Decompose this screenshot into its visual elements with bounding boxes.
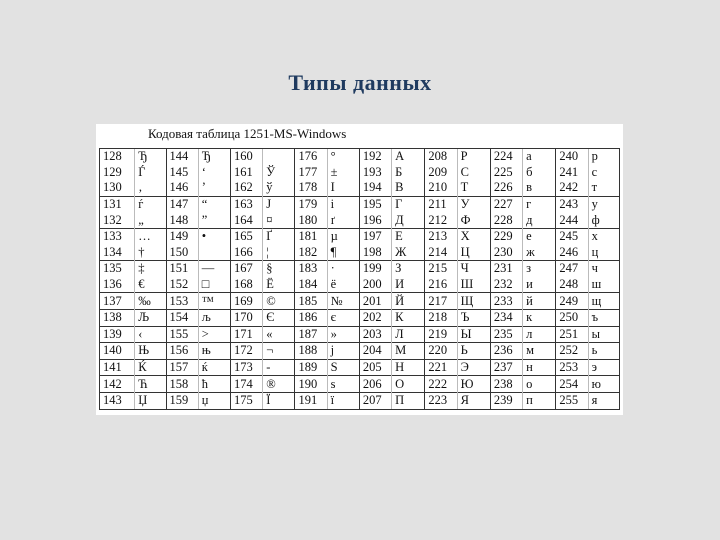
char-glyph-cell: я xyxy=(588,392,619,409)
char-glyph-cell: § xyxy=(263,261,295,277)
char-glyph-cell: Џ xyxy=(135,392,166,409)
char-code-cell: 147 xyxy=(166,196,198,212)
char-glyph-cell: н xyxy=(523,359,556,376)
char-glyph-cell: л xyxy=(523,326,556,343)
char-code-cell: 235 xyxy=(490,326,522,343)
char-glyph-cell: Ы xyxy=(457,326,490,343)
char-glyph-cell: К xyxy=(392,309,425,326)
char-code-cell: 158 xyxy=(166,376,198,393)
char-code-cell: 232 xyxy=(490,277,522,293)
char-code-cell: 221 xyxy=(425,359,457,376)
char-code-cell: 255 xyxy=(556,392,588,409)
char-glyph-cell: А xyxy=(392,149,425,165)
char-code-cell: 247 xyxy=(556,261,588,277)
char-code-cell: 227 xyxy=(490,196,522,212)
char-code-cell: 250 xyxy=(556,309,588,326)
char-glyph-cell: ъ xyxy=(588,309,619,326)
char-code-cell: 240 xyxy=(556,149,588,165)
char-glyph-cell: ќ xyxy=(198,359,230,376)
char-glyph-cell: Ў xyxy=(263,165,295,181)
table-row xyxy=(100,293,620,310)
char-code-cell: 229 xyxy=(490,228,522,244)
char-glyph-cell: И xyxy=(392,277,425,293)
char-code-cell: 246 xyxy=(556,245,588,261)
char-glyph-cell: Ґ xyxy=(263,228,295,244)
char-glyph-cell: ‚ xyxy=(135,180,166,196)
char-code-cell: 163 xyxy=(230,196,262,212)
char-glyph-cell: Е xyxy=(392,228,425,244)
char-code-cell: 176 xyxy=(295,149,327,165)
code-table xyxy=(99,148,620,410)
char-glyph-cell: ґ xyxy=(327,212,359,228)
char-code-cell: 134 xyxy=(100,245,135,261)
char-glyph-cell: Ш xyxy=(457,277,490,293)
char-glyph-cell: щ xyxy=(588,293,619,310)
char-code-cell: 230 xyxy=(490,245,522,261)
char-glyph-cell: х xyxy=(588,228,619,244)
char-code-cell: 198 xyxy=(359,245,391,261)
char-code-cell: 224 xyxy=(490,149,522,165)
char-glyph-cell: - xyxy=(263,359,295,376)
char-glyph-cell: Г xyxy=(392,196,425,212)
char-glyph-cell: ‡ xyxy=(135,261,166,277)
char-code-cell: 175 xyxy=(230,392,262,409)
char-code-cell: 185 xyxy=(295,293,327,310)
char-glyph-cell: Д xyxy=(392,212,425,228)
table-row xyxy=(100,149,620,165)
char-code-cell: 149 xyxy=(166,228,198,244)
char-code-cell: 145 xyxy=(166,165,198,181)
char-code-cell: 142 xyxy=(100,376,135,393)
char-glyph-cell: ‘ xyxy=(198,165,230,181)
char-code-cell: 209 xyxy=(425,165,457,181)
char-code-cell: 138 xyxy=(100,309,135,326)
char-code-cell: 139 xyxy=(100,326,135,343)
char-code-cell: 228 xyxy=(490,212,522,228)
char-code-cell: 164 xyxy=(230,212,262,228)
char-code-cell: 215 xyxy=(425,261,457,277)
char-glyph-cell: е xyxy=(523,228,556,244)
char-code-cell: 193 xyxy=(359,165,391,181)
char-glyph-cell: ж xyxy=(523,245,556,261)
char-code-cell: 195 xyxy=(359,196,391,212)
char-glyph-cell: ¶ xyxy=(327,245,359,261)
char-glyph-cell: € xyxy=(135,277,166,293)
char-glyph-cell: Й xyxy=(392,293,425,310)
char-glyph-cell: µ xyxy=(327,228,359,244)
char-glyph-cell: Ќ xyxy=(135,359,166,376)
char-code-cell: 197 xyxy=(359,228,391,244)
char-code-cell: 214 xyxy=(425,245,457,261)
char-glyph-cell: ћ xyxy=(198,376,230,393)
char-code-cell: 161 xyxy=(230,165,262,181)
char-code-cell: 252 xyxy=(556,343,588,360)
char-glyph-cell: » xyxy=(327,326,359,343)
char-glyph-cell: ‹ xyxy=(135,326,166,343)
char-glyph-cell: с xyxy=(588,165,619,181)
char-code-cell: 203 xyxy=(359,326,391,343)
char-glyph-cell: Р xyxy=(457,149,490,165)
char-code-cell: 190 xyxy=(295,376,327,393)
char-glyph-cell: р xyxy=(588,149,619,165)
char-code-cell: 131 xyxy=(100,196,135,212)
char-glyph-cell: ы xyxy=(588,326,619,343)
table-row xyxy=(100,343,620,360)
char-glyph-cell: ¤ xyxy=(263,212,295,228)
char-glyph-cell: > xyxy=(198,326,230,343)
char-glyph-cell: ј xyxy=(327,343,359,360)
char-glyph-cell: Њ xyxy=(135,343,166,360)
char-glyph-cell: Н xyxy=(392,359,425,376)
char-code-cell: 186 xyxy=(295,309,327,326)
char-glyph-cell: — xyxy=(198,261,230,277)
char-glyph-cell: С xyxy=(457,165,490,181)
char-code-cell: 253 xyxy=(556,359,588,376)
char-glyph-cell: љ xyxy=(198,309,230,326)
char-glyph-cell: · xyxy=(327,261,359,277)
char-glyph-cell: п xyxy=(523,392,556,409)
char-glyph-cell: № xyxy=(327,293,359,310)
char-glyph-cell: Я xyxy=(457,392,490,409)
char-glyph-cell: ц xyxy=(588,245,619,261)
char-glyph-cell: … xyxy=(135,228,166,244)
char-code-cell: 187 xyxy=(295,326,327,343)
table-row xyxy=(100,180,620,196)
char-code-cell: 222 xyxy=(425,376,457,393)
char-glyph-cell: Ф xyxy=(457,212,490,228)
char-glyph-cell: Ж xyxy=(392,245,425,261)
char-glyph-cell: ± xyxy=(327,165,359,181)
char-code-cell: 236 xyxy=(490,343,522,360)
char-glyph-cell: є xyxy=(327,309,359,326)
char-glyph-cell: О xyxy=(392,376,425,393)
char-glyph-cell: І xyxy=(327,180,359,196)
char-glyph-cell: ё xyxy=(327,277,359,293)
char-code-cell: 182 xyxy=(295,245,327,261)
char-code-cell: 170 xyxy=(230,309,262,326)
char-glyph-cell: в xyxy=(523,180,556,196)
char-code-cell: 166 xyxy=(230,245,262,261)
char-code-cell: 243 xyxy=(556,196,588,212)
char-glyph-cell: Х xyxy=(457,228,490,244)
char-code-cell: 152 xyxy=(166,277,198,293)
char-glyph-cell: ” xyxy=(198,212,230,228)
char-code-cell: 211 xyxy=(425,196,457,212)
char-glyph-cell: Ц xyxy=(457,245,490,261)
table-row xyxy=(100,228,620,244)
char-glyph-cell: ш xyxy=(588,277,619,293)
char-code-cell: 202 xyxy=(359,309,391,326)
char-glyph-cell: к xyxy=(523,309,556,326)
code-table-panel xyxy=(96,124,623,415)
char-glyph-cell: ю xyxy=(588,376,619,393)
char-glyph-cell: ї xyxy=(327,392,359,409)
char-code-cell: 157 xyxy=(166,359,198,376)
char-glyph-cell: Ђ xyxy=(198,149,230,165)
char-code-cell: 132 xyxy=(100,212,135,228)
char-glyph-cell: г xyxy=(523,196,556,212)
char-code-cell: 151 xyxy=(166,261,198,277)
char-code-cell: 137 xyxy=(100,293,135,310)
char-code-cell: 191 xyxy=(295,392,327,409)
char-glyph-cell: ѓ xyxy=(135,196,166,212)
char-glyph-cell: У xyxy=(457,196,490,212)
slide-title: Типы данных xyxy=(288,70,432,95)
char-glyph-cell: Т xyxy=(457,180,490,196)
char-code-cell: 141 xyxy=(100,359,135,376)
char-code-cell: 237 xyxy=(490,359,522,376)
char-code-cell: 205 xyxy=(359,359,391,376)
char-code-cell: 248 xyxy=(556,277,588,293)
char-code-cell: 154 xyxy=(166,309,198,326)
char-code-cell: 207 xyxy=(359,392,391,409)
table-row xyxy=(100,165,620,181)
char-code-cell: 135 xyxy=(100,261,135,277)
char-glyph-cell: ® xyxy=(263,376,295,393)
char-code-cell: 217 xyxy=(425,293,457,310)
char-glyph-cell: џ xyxy=(198,392,230,409)
char-glyph-cell: ° xyxy=(327,149,359,165)
char-glyph-cell: □ xyxy=(198,277,230,293)
char-code-cell: 174 xyxy=(230,376,262,393)
char-code-cell: 225 xyxy=(490,165,522,181)
char-glyph-cell: т xyxy=(588,180,619,196)
char-glyph-cell: у xyxy=(588,196,619,212)
char-glyph-cell: Ъ xyxy=(457,309,490,326)
char-code-cell: 180 xyxy=(295,212,327,228)
char-glyph-cell: Ё xyxy=(263,277,295,293)
char-code-cell: 155 xyxy=(166,326,198,343)
char-glyph-cell: Ћ xyxy=(135,376,166,393)
char-glyph-cell: ¬ xyxy=(263,343,295,360)
char-glyph-cell: В xyxy=(392,180,425,196)
char-code-cell: 171 xyxy=(230,326,262,343)
char-code-cell: 213 xyxy=(425,228,457,244)
char-code-cell: 218 xyxy=(425,309,457,326)
char-code-cell: 233 xyxy=(490,293,522,310)
char-glyph-cell: а xyxy=(523,149,556,165)
char-code-cell: 148 xyxy=(166,212,198,228)
char-code-cell: 136 xyxy=(100,277,135,293)
char-code-cell: 150 xyxy=(166,245,198,261)
char-code-cell: 206 xyxy=(359,376,391,393)
char-code-cell: 172 xyxy=(230,343,262,360)
char-glyph-cell xyxy=(263,149,295,165)
char-glyph-cell: Ю xyxy=(457,376,490,393)
char-glyph-cell: ™ xyxy=(198,293,230,310)
char-code-cell: 128 xyxy=(100,149,135,165)
char-glyph-cell: ф xyxy=(588,212,619,228)
char-code-cell: 239 xyxy=(490,392,522,409)
char-code-cell: 159 xyxy=(166,392,198,409)
char-code-cell: 130 xyxy=(100,180,135,196)
char-code-cell: 223 xyxy=(425,392,457,409)
char-glyph-cell: њ xyxy=(198,343,230,360)
char-glyph-cell: Б xyxy=(392,165,425,181)
char-code-cell: 226 xyxy=(490,180,522,196)
char-code-cell: 254 xyxy=(556,376,588,393)
char-glyph-cell: м xyxy=(523,343,556,360)
char-code-cell: 192 xyxy=(359,149,391,165)
char-code-cell: 216 xyxy=(425,277,457,293)
table-row xyxy=(100,359,620,376)
char-code-cell: 245 xyxy=(556,228,588,244)
char-code-cell: 212 xyxy=(425,212,457,228)
char-code-cell: 201 xyxy=(359,293,391,310)
char-code-cell: 238 xyxy=(490,376,522,393)
char-code-cell: 160 xyxy=(230,149,262,165)
char-code-cell: 219 xyxy=(425,326,457,343)
table-row xyxy=(100,261,620,277)
char-code-cell: 129 xyxy=(100,165,135,181)
char-glyph-cell: ў xyxy=(263,180,295,196)
char-glyph-cell: „ xyxy=(135,212,166,228)
char-glyph-cell: Ѕ xyxy=(327,359,359,376)
char-glyph-cell: Ђ xyxy=(135,149,166,165)
char-glyph-cell: П xyxy=(392,392,425,409)
char-glyph-cell xyxy=(198,245,230,261)
char-code-cell: 242 xyxy=(556,180,588,196)
char-glyph-cell: ‰ xyxy=(135,293,166,310)
char-code-cell: 144 xyxy=(166,149,198,165)
char-code-cell: 189 xyxy=(295,359,327,376)
table-row xyxy=(100,326,620,343)
char-code-cell: 220 xyxy=(425,343,457,360)
char-code-cell: 140 xyxy=(100,343,135,360)
char-code-cell: 204 xyxy=(359,343,391,360)
char-glyph-cell: й xyxy=(523,293,556,310)
char-glyph-cell: Л xyxy=(392,326,425,343)
char-code-cell: 241 xyxy=(556,165,588,181)
char-code-cell: 156 xyxy=(166,343,198,360)
char-glyph-cell: э xyxy=(588,359,619,376)
char-code-cell: 177 xyxy=(295,165,327,181)
char-code-cell: 196 xyxy=(359,212,391,228)
char-glyph-cell: ¦ xyxy=(263,245,295,261)
char-glyph-cell: Ч xyxy=(457,261,490,277)
char-glyph-cell: М xyxy=(392,343,425,360)
char-code-cell: 208 xyxy=(425,149,457,165)
char-glyph-cell: д xyxy=(523,212,556,228)
table-caption: Кодовая таблица 1251-MS-Windows xyxy=(148,126,347,141)
char-code-cell: 181 xyxy=(295,228,327,244)
table-row xyxy=(100,196,620,212)
char-glyph-cell: Щ xyxy=(457,293,490,310)
char-glyph-cell: ’ xyxy=(198,180,230,196)
char-code-cell: 200 xyxy=(359,277,391,293)
char-code-cell: 249 xyxy=(556,293,588,310)
char-code-cell: 210 xyxy=(425,180,457,196)
char-code-cell: 169 xyxy=(230,293,262,310)
char-glyph-cell: з xyxy=(523,261,556,277)
char-code-cell: 188 xyxy=(295,343,327,360)
char-glyph-cell: « xyxy=(263,326,295,343)
char-code-cell: 199 xyxy=(359,261,391,277)
char-code-cell: 231 xyxy=(490,261,522,277)
char-code-cell: 251 xyxy=(556,326,588,343)
table-row xyxy=(100,245,620,261)
char-code-cell: 183 xyxy=(295,261,327,277)
char-glyph-cell: Ї xyxy=(263,392,295,409)
char-code-cell: 165 xyxy=(230,228,262,244)
char-glyph-cell: Ј xyxy=(263,196,295,212)
char-glyph-cell: ч xyxy=(588,261,619,277)
char-code-cell: 244 xyxy=(556,212,588,228)
char-glyph-cell: “ xyxy=(198,196,230,212)
char-code-cell: 162 xyxy=(230,180,262,196)
char-glyph-cell: © xyxy=(263,293,295,310)
char-code-cell: 168 xyxy=(230,277,262,293)
char-glyph-cell: Э xyxy=(457,359,490,376)
char-code-cell: 167 xyxy=(230,261,262,277)
char-glyph-cell: і xyxy=(327,196,359,212)
char-code-cell: 133 xyxy=(100,228,135,244)
char-glyph-cell: Ь xyxy=(457,343,490,360)
table-row xyxy=(100,309,620,326)
char-glyph-cell: и xyxy=(523,277,556,293)
char-code-cell: 194 xyxy=(359,180,391,196)
table-row xyxy=(100,392,620,409)
char-code-cell: 146 xyxy=(166,180,198,196)
table-row xyxy=(100,277,620,293)
char-code-cell: 173 xyxy=(230,359,262,376)
char-glyph-cell: Ѓ xyxy=(135,165,166,181)
char-code-cell: 143 xyxy=(100,392,135,409)
char-glyph-cell: Є xyxy=(263,309,295,326)
char-glyph-cell: б xyxy=(523,165,556,181)
char-code-cell: 178 xyxy=(295,180,327,196)
table-row xyxy=(100,376,620,393)
char-glyph-cell: ѕ xyxy=(327,376,359,393)
table-row xyxy=(100,212,620,228)
char-glyph-cell: ь xyxy=(588,343,619,360)
char-glyph-cell: • xyxy=(198,228,230,244)
char-code-cell: 234 xyxy=(490,309,522,326)
char-code-cell: 153 xyxy=(166,293,198,310)
char-glyph-cell: З xyxy=(392,261,425,277)
char-glyph-cell: о xyxy=(523,376,556,393)
char-glyph-cell: † xyxy=(135,245,166,261)
char-glyph-cell: Љ xyxy=(135,309,166,326)
char-code-cell: 184 xyxy=(295,277,327,293)
char-code-cell: 179 xyxy=(295,196,327,212)
